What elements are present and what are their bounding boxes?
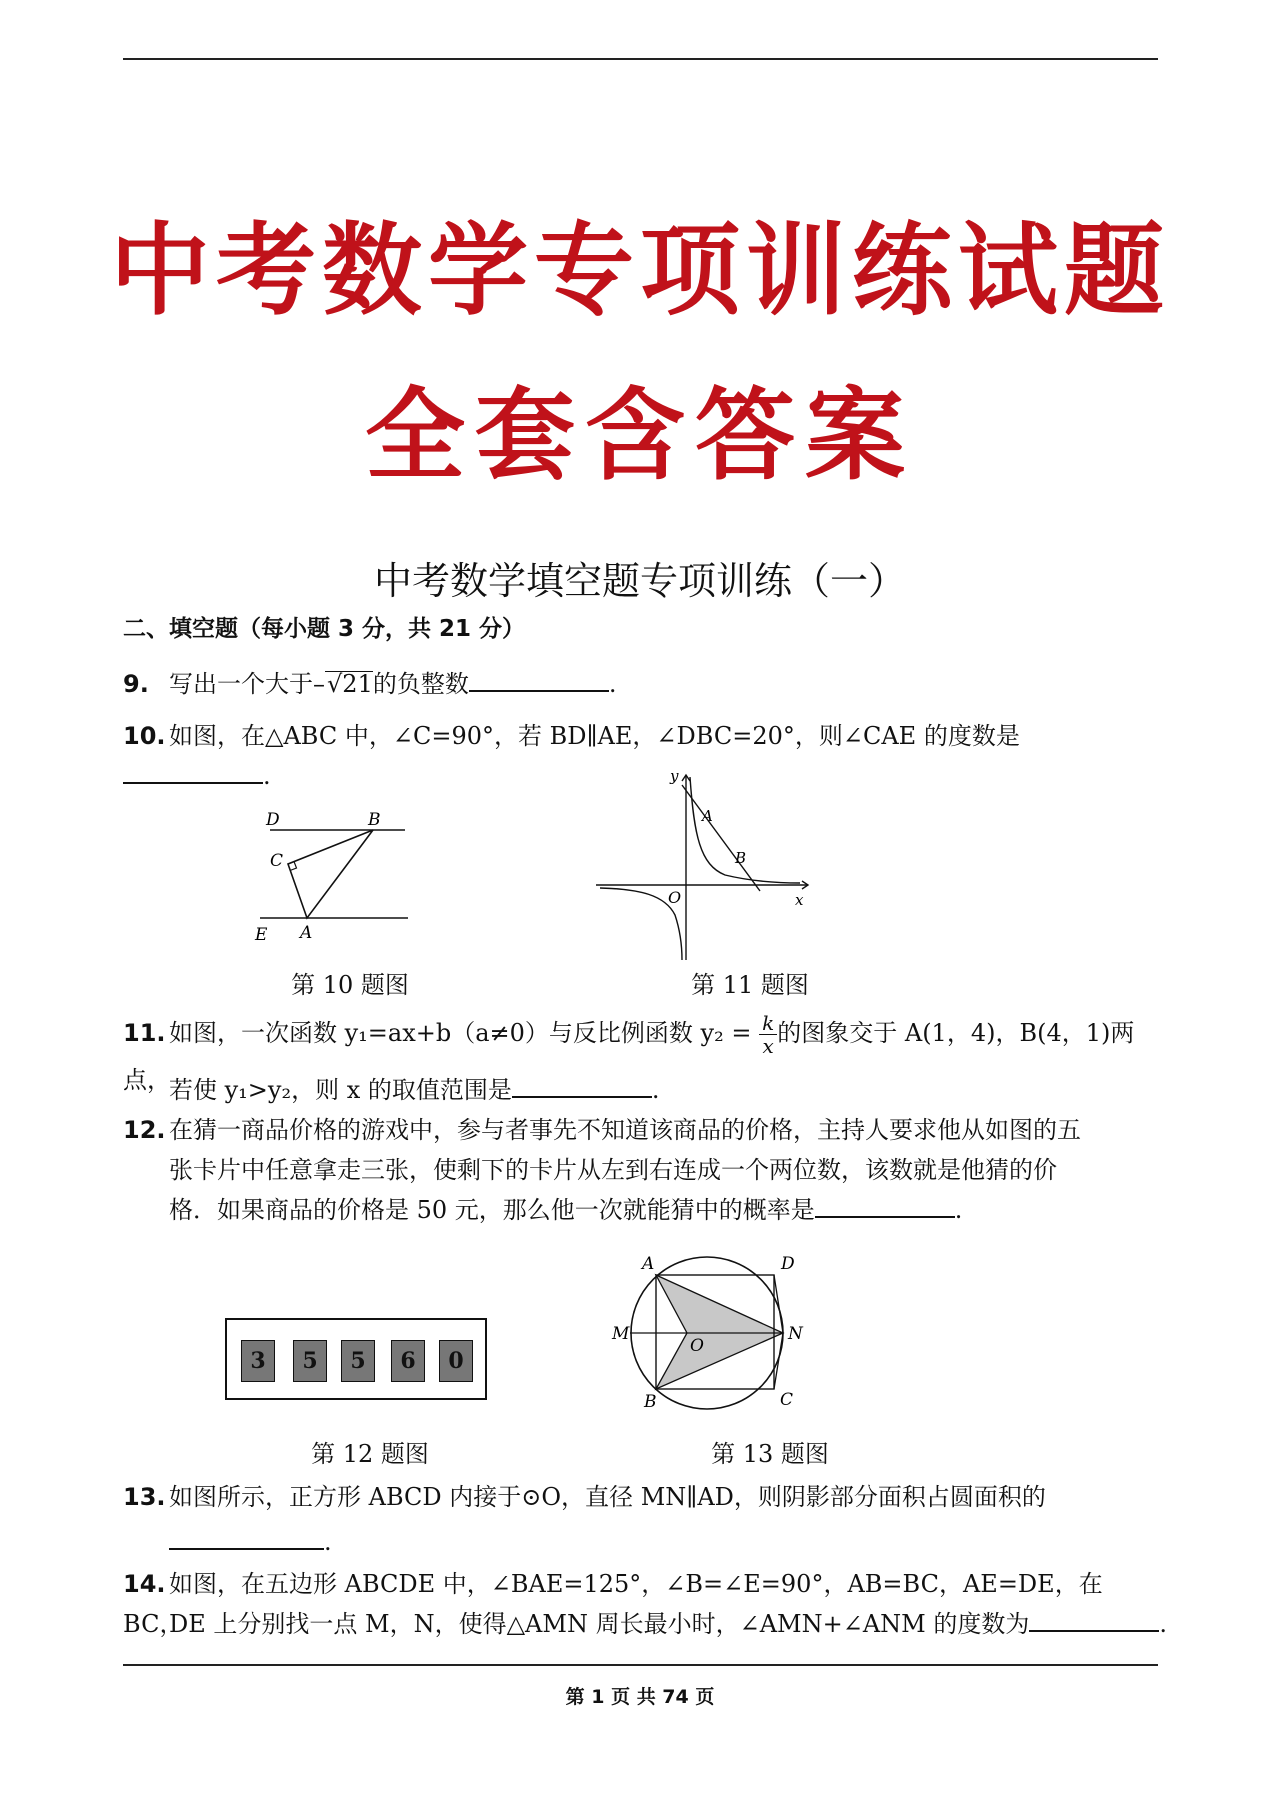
label-C: C [780, 1390, 794, 1410]
question-12-line3 [123, 1190, 1204, 1230]
label-B: B [644, 1392, 657, 1412]
question-number: 12. [123, 1116, 166, 1144]
answer-blank[interactable] [169, 1524, 324, 1550]
label-O: O [668, 888, 682, 907]
figure-11-caption: 第 11 题图 [691, 971, 809, 999]
answer-blank[interactable] [815, 1192, 955, 1218]
label-y: y [670, 767, 679, 785]
question-text-line1: 在猜一商品价格的游戏中，参与者事先不知道该商品的价格，主持人要求他从如图的五 [169, 1116, 1081, 1144]
card-digit: 5 [350, 1348, 366, 1374]
radicand: 21 [342, 670, 373, 698]
question-13 [123, 1477, 1158, 1517]
question-text-line2: DE 上分别找一点 M，N，使得△AMN 周长最小时，∠AMN+∠ANM 的度数为 [169, 1610, 1030, 1638]
figure-10-diagram [240, 800, 420, 960]
card [241, 1340, 275, 1382]
card-digit: 0 [448, 1348, 464, 1374]
label-M: M [612, 1324, 630, 1344]
period: . [1159, 1610, 1167, 1638]
section-subtitle: 中考数学填空题专项训练（一） [373, 559, 906, 603]
period: . [954, 1196, 963, 1224]
answer-blank[interactable] [123, 758, 263, 784]
question-text-2: 的图象交于 A(1，4)，B(4，1)两点， [123, 1019, 1135, 1094]
sqrt-expression: √21 [327, 670, 373, 698]
label-C: C [270, 851, 284, 871]
label-B: B [735, 849, 747, 867]
card-digit: 3 [250, 1348, 266, 1374]
question-text-line2: 张卡片中任意拿走三张，使剩下的卡片从左到右连成一个两位数，该数就是他猜的价 [169, 1156, 1057, 1184]
label-N: N [788, 1324, 803, 1344]
period: . [263, 762, 271, 790]
question-text-line3: 格．如果商品的价格是 50 元，那么他一次就能猜中的概率是 [169, 1196, 815, 1224]
label-D: D [266, 810, 280, 830]
card [439, 1340, 473, 1382]
card [391, 1340, 425, 1382]
answer-blank[interactable] [1029, 1606, 1159, 1632]
period: . [608, 670, 617, 698]
answer-blank[interactable] [469, 666, 609, 692]
section-heading: 二、填空题（每小题 3 分，共 21 分） [123, 616, 526, 642]
label-E: E [255, 925, 268, 945]
question-number: 13. [123, 1483, 166, 1511]
figure-13-caption: 第 13 题图 [711, 1440, 829, 1468]
question-text: 写出一个大于– [169, 670, 325, 698]
figure-12-card-tray [225, 1318, 487, 1400]
main-title-line2: 全套含答案 [365, 376, 915, 494]
figure-11-graph [590, 765, 815, 965]
question-11-line2 [123, 1070, 1204, 1110]
question-text: 若使 y₁>y₂，则 x 的取值范围是 [169, 1076, 512, 1104]
fraction-k-over-x [759, 1012, 777, 1057]
question-number: 14. [123, 1570, 166, 1598]
question-text: 如图，在△ABC 中，∠C=90°，若 BD∥AE，∠DBC=20°，则∠CAE 的度数是 [169, 722, 1020, 750]
fraction-numerator: k [759, 1012, 777, 1035]
answer-blank[interactable] [512, 1072, 652, 1098]
label-A: A [642, 1254, 655, 1274]
figure-10-caption: 第 10 题图 [291, 971, 409, 999]
card [341, 1340, 375, 1382]
main-title: 中考数学专项训练试题 [110, 211, 1170, 329]
question-12-line2 [123, 1150, 1204, 1190]
fraction-denominator: x [762, 1034, 774, 1058]
label-A: A [300, 923, 313, 943]
figure-13-diagram [606, 1245, 831, 1425]
card [293, 1340, 327, 1382]
question-text-line1: 如图，在五边形 ABCDE 中，∠BAE=125°，∠B=∠E=90°，AB=BC，AE=DE，在 BC， [123, 1570, 1103, 1638]
label-x: x [795, 891, 804, 909]
period: . [651, 1076, 660, 1104]
label-B: B [368, 810, 381, 830]
question-number: 11. [123, 1019, 166, 1047]
label-A: A [702, 807, 713, 825]
card-digit: 5 [302, 1348, 318, 1374]
label-D: D [781, 1254, 795, 1274]
question-9 [123, 664, 1158, 704]
bottom-rule [123, 1664, 1158, 1666]
question-number: 9. [123, 670, 149, 698]
question-text-2: 的负整数 [372, 670, 469, 698]
question-12 [123, 1110, 1158, 1150]
label-O: O [690, 1336, 704, 1356]
question-14-line2 [123, 1604, 1204, 1644]
top-rule [123, 58, 1158, 60]
figure-12-caption: 第 12 题图 [311, 1440, 429, 1468]
question-text: 如图，一次函数 y₁=ax+b（a≠0）与反比例函数 y₂ = [169, 1019, 752, 1047]
question-13-line2 [123, 1522, 1204, 1562]
question-number: 10. [123, 722, 166, 750]
question-text: 如图所示，正方形 ABCD 内接于⊙O，直径 MN∥AD，则阴影部分面积占圆面积的 [169, 1483, 1046, 1511]
page-footer: 第 1 页 共 74 页 [565, 1686, 715, 1708]
period: . [324, 1528, 332, 1556]
card-digit: 6 [400, 1348, 416, 1374]
